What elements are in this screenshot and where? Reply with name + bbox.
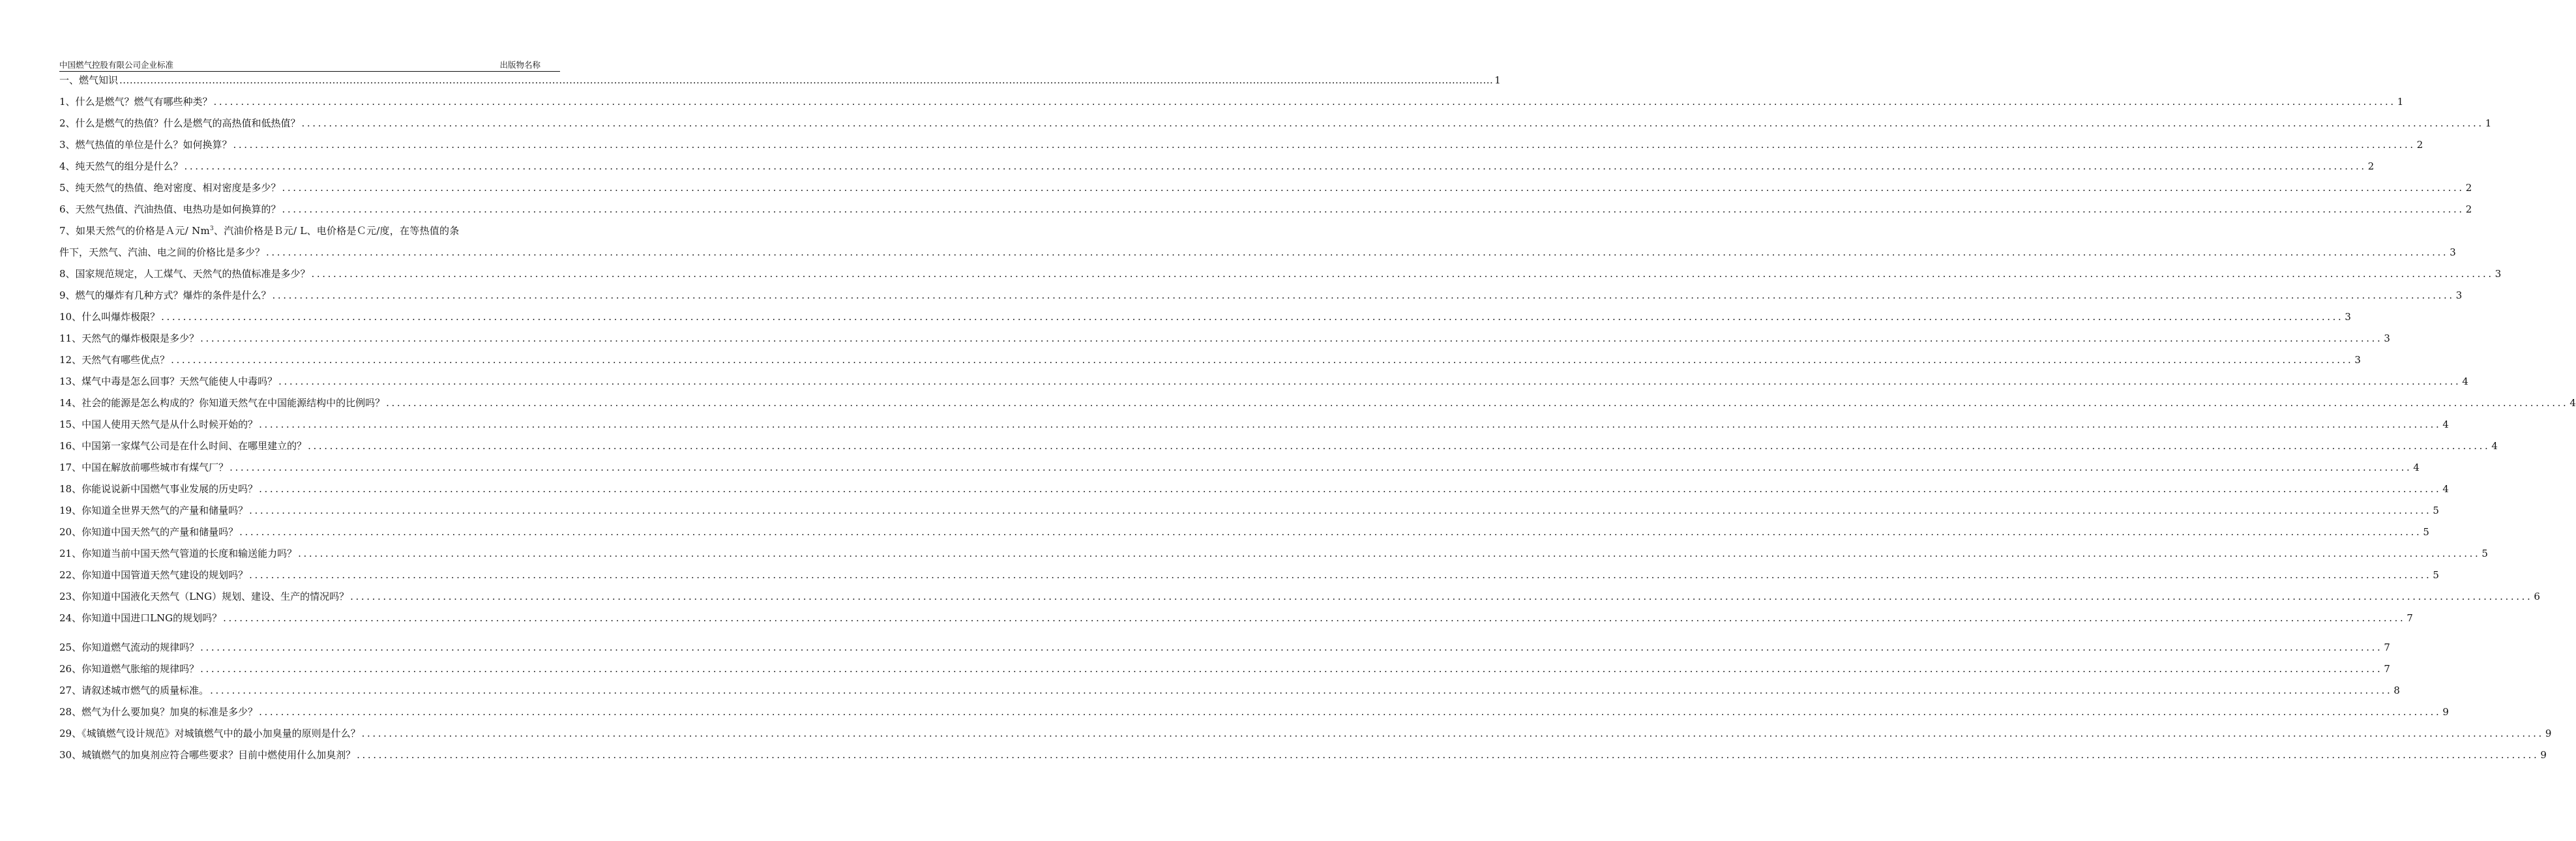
header-company-title: 中国燃气控股有限公司企业标准 xyxy=(59,60,174,70)
toc-label: 13、煤气中毒是怎么回事？天然气能使人中毒吗？ xyxy=(59,376,278,387)
toc-page-number: 5 xyxy=(2423,526,2429,538)
toc-leader-dots: ................................................................................................................................................................................................................................................................................................................................................................................................................ xyxy=(161,311,2344,323)
toc-leader-dots: ................................................................................................................................................................................................................................................................................................................................................................................................................ xyxy=(210,685,2393,696)
toc-entry[interactable] xyxy=(59,439,2498,452)
header-publication-name: 出版物名称 xyxy=(499,60,540,70)
toc-entry[interactable] xyxy=(59,482,2449,495)
toc-page-number: 2 xyxy=(2465,203,2472,215)
toc-entry[interactable] xyxy=(59,641,2390,654)
toc-entry[interactable] xyxy=(59,568,2439,582)
toc-leader-dots: ................................................................................................................................................................................................................................................................................................................................................................................................................ xyxy=(119,74,1494,86)
toc-entry[interactable] xyxy=(59,461,2420,474)
toc-leader-dots: ................................................................................................................................................................................................................................................................................................................................................................................................................ xyxy=(249,505,2432,516)
toc-entry[interactable] xyxy=(59,612,2413,625)
toc-label: 29、《城镇燃气设计规范》对城镇燃气中的最小加臭量的原则是什么？ xyxy=(59,728,361,739)
toc-leader-dots: ................................................................................................................................................................................................................................................................................................................................................................................................................ xyxy=(213,96,2396,108)
toc-page-number: 3 xyxy=(2450,246,2456,258)
toc-label: 8、国家规范规定，人工煤气、天然气的热值标准是多少？ xyxy=(59,268,310,280)
toc-page-number: 8 xyxy=(2393,685,2400,696)
toc-leader-dots: ................................................................................................................................................................................................................................................................................................................................................................................................................ xyxy=(200,642,2383,653)
toc-page-number: 1 xyxy=(2485,117,2492,129)
toc-entry[interactable] xyxy=(59,727,2552,740)
toc-leader-dots: ................................................................................................................................................................................................................................................................................................................................................................................................................ xyxy=(282,182,2465,194)
toc-label-line-2 xyxy=(59,246,2456,259)
toc-page-number: 5 xyxy=(2433,569,2439,581)
toc-label: 21、你知道当前中国天然气管道的长度和输送能力吗？ xyxy=(59,548,297,559)
toc-page-number: 2 xyxy=(2367,160,2375,172)
toc-label: 14、社会的能源是怎么构成的？你知道天然气在中国能源结构中的比例吗？ xyxy=(59,397,385,409)
toc-label: 6、天然气热值、汽油热值、电热功是如何换算的？ xyxy=(59,203,281,215)
toc-entry[interactable] xyxy=(59,396,2576,409)
toc-entry[interactable] xyxy=(59,547,2488,560)
toc-entry[interactable] xyxy=(59,138,2423,151)
toc-label: 12、天然气有哪些优点？ xyxy=(59,354,170,366)
table-of-contents xyxy=(59,74,2576,761)
toc-entry[interactable] xyxy=(59,590,2540,603)
toc-entry[interactable] xyxy=(59,310,2351,323)
toc-entry[interactable] xyxy=(59,117,2492,130)
toc-page-number: 2 xyxy=(2465,182,2472,194)
toc-leader-dots: ................................................................................................................................................................................................................................................................................................................................................................................................................ xyxy=(282,203,2465,215)
toc-page-number: 4 xyxy=(2442,483,2449,495)
toc-label: 件下，天然气、汽油、电之间的价格比是多少？ xyxy=(59,246,265,258)
toc-leader-dots: ................................................................................................................................................................................................................................................................................................................................................................................................................ xyxy=(361,728,2544,739)
toc-entry[interactable] xyxy=(59,267,2502,280)
toc-page-number: 9 xyxy=(2540,749,2547,761)
page-header xyxy=(59,60,560,70)
toc-label: 16、中国第一家煤气公司是在什么时间、在哪里建立的？ xyxy=(59,440,307,452)
toc-page-number: 4 xyxy=(2462,376,2468,387)
toc-label: 2、什么是燃气的热值？什么是燃气的高热值和低热值？ xyxy=(59,117,301,129)
toc-page-number: 1 xyxy=(2397,96,2404,108)
toc-page-number: 9 xyxy=(2545,728,2552,739)
toc-leader-dots: ................................................................................................................................................................................................................................................................................................................................................................................................................ xyxy=(266,246,2449,258)
toc-label: 5、纯天然气的热值、绝对密度、相对密度是多少？ xyxy=(59,182,281,194)
toc-leader-dots: ................................................................................................................................................................................................................................................................................................................................................................................................................ xyxy=(301,117,2484,129)
toc-leader-dots: ................................................................................................................................................................................................................................................................................................................................................................................................................ xyxy=(229,462,2412,473)
toc-label: 3、燃气热值的单位是什么？如何换算？ xyxy=(59,139,232,151)
toc-leader-dots: ................................................................................................................................................................................................................................................................................................................................................................................................................ xyxy=(311,268,2494,280)
toc-label: 28、燃气为什么要加臭？加臭的标准是多少？ xyxy=(59,706,258,718)
toc-leader-dots: ................................................................................................................................................................................................................................................................................................................................................................................................................ xyxy=(272,289,2455,301)
toc-page-number: 9 xyxy=(2442,706,2449,718)
toc-label: 26、你知道燃气胀缩的规律吗？ xyxy=(59,663,200,675)
toc-leader-dots: ................................................................................................................................................................................................................................................................................................................................................................................................................ xyxy=(259,706,2442,718)
toc-entry[interactable] xyxy=(59,332,2390,345)
toc-page-number: 7 xyxy=(2384,663,2390,675)
toc-page-number: 1 xyxy=(1494,74,1501,86)
toc-leader-dots: ................................................................................................................................................................................................................................................................................................................................................................................................................ xyxy=(184,160,2367,172)
toc-label: 15、中国人使用天然气是从什么时候开始的？ xyxy=(59,419,258,430)
toc-entry[interactable] xyxy=(59,181,2472,194)
toc-entry[interactable] xyxy=(59,684,2400,697)
toc-entry[interactable] xyxy=(59,418,2449,431)
toc-leader-dots: ................................................................................................................................................................................................................................................................................................................................................................................................................ xyxy=(259,483,2442,495)
toc-entry[interactable] xyxy=(59,203,2472,216)
toc-label: 30、城镇燃气的加臭剂应符合哪些要求？目前中燃使用什么加臭剂？ xyxy=(59,749,356,761)
toc-entry[interactable] xyxy=(59,748,2547,761)
toc-entry[interactable] xyxy=(59,525,2429,539)
toc-page-number: 4 xyxy=(2413,462,2420,473)
toc-leader-dots: ................................................................................................................................................................................................................................................................................................................................................................................................................ xyxy=(298,548,2481,559)
toc-page-number: 4 xyxy=(2491,440,2498,452)
toc-leader-dots: ................................................................................................................................................................................................................................................................................................................................................................................................................ xyxy=(200,663,2383,675)
toc-page-number: 6 xyxy=(2534,591,2540,602)
toc-leader-dots: ................................................................................................................................................................................................................................................................................................................................................................................................................ xyxy=(249,569,2432,581)
toc-entry[interactable] xyxy=(59,662,2390,675)
toc-entry[interactable] xyxy=(59,504,2439,517)
toc-page-number: 5 xyxy=(2433,505,2439,516)
toc-page-number: 7 xyxy=(2406,612,2413,624)
toc-leader-dots: ................................................................................................................................................................................................................................................................................................................................................................................................................ xyxy=(233,139,2416,151)
toc-entry[interactable] xyxy=(59,705,2449,718)
toc-label: 10、什么叫爆炸极限？ xyxy=(59,311,160,323)
header-divider xyxy=(59,71,560,72)
toc-entry-section-1[interactable] xyxy=(59,74,1501,87)
toc-leader-dots: ................................................................................................................................................................................................................................................................................................................................................................................................................ xyxy=(308,440,2491,452)
toc-leader-dots: ................................................................................................................................................................................................................................................................................................................................................................................................................ xyxy=(386,397,2569,409)
toc-label: 1、什么是燃气？燃气有哪些种类？ xyxy=(59,96,213,108)
toc-page-number: 3 xyxy=(2354,354,2361,366)
toc-leader-dots: ................................................................................................................................................................................................................................................................................................................................................................................................................ xyxy=(239,526,2422,538)
toc-page-number: 4 xyxy=(2442,419,2449,430)
toc-entry[interactable] xyxy=(59,289,2463,302)
toc-entry[interactable] xyxy=(59,353,2361,366)
toc-entry[interactable] xyxy=(59,160,2375,173)
toc-label: 24、你知道中国进口LNG的规划吗？ xyxy=(59,612,222,624)
toc-page-number: 3 xyxy=(2495,268,2502,280)
toc-label: 25、你知道燃气流动的规律吗？ xyxy=(59,642,200,653)
toc-label-line-1: 7、如果天然气的价格是Ａ元/ Nm$^3$、汽油价格是Ｂ元/ L、电价格是Ｃ元/度，在等热值的条 xyxy=(59,225,460,237)
superscript: 3 xyxy=(209,226,214,232)
toc-entry-7[interactable] xyxy=(59,224,2456,259)
toc-page-number: 5 xyxy=(2481,548,2488,559)
toc-page-number: 3 xyxy=(2455,289,2463,301)
toc-leader-dots: ................................................................................................................................................................................................................................................................................................................................................................................................................ xyxy=(171,354,2354,366)
toc-label: 11、天然气的爆炸极限是多少？ xyxy=(59,332,200,344)
toc-leader-dots: ................................................................................................................................................................................................................................................................................................................................................................................................................ xyxy=(259,419,2442,430)
toc-label: 19、你知道全世界天然气的产量和储量吗？ xyxy=(59,505,248,516)
toc-label: 20、你知道中国天然气的产量和储量吗？ xyxy=(59,526,239,538)
toc-page-number: 4 xyxy=(2569,397,2576,409)
toc-label: 27、请叙述城市燃气的质量标准。 xyxy=(59,685,209,696)
toc-leader-dots: ................................................................................................................................................................................................................................................................................................................................................................................................................ xyxy=(200,332,2383,344)
toc-label: 4、纯天然气的组分是什么？ xyxy=(59,160,183,172)
toc-leader-dots: ................................................................................................................................................................................................................................................................................................................................................................................................................ xyxy=(357,749,2539,761)
toc-entry[interactable] xyxy=(59,95,2404,108)
toc-label: 一、燃气知识 xyxy=(59,74,119,86)
toc-page-number: 7 xyxy=(2384,642,2390,653)
toc-entry[interactable] xyxy=(59,375,2468,388)
toc-label: 23、你知道中国液化天然气（LNG）规划、建设、生产的情况吗？ xyxy=(59,591,349,602)
toc-page-number: 3 xyxy=(2384,332,2390,344)
toc-leader-dots: ................................................................................................................................................................................................................................................................................................................................................................................................................ xyxy=(223,612,2406,624)
toc-label: 22、你知道中国管道天然气建设的规划吗？ xyxy=(59,569,248,581)
toc-label: 17、中国在解放前哪些城市有煤气厂？ xyxy=(59,462,229,473)
toc-leader-dots: ................................................................................................................................................................................................................................................................................................................................................................................................................ xyxy=(350,591,2533,602)
toc-page-number: 2 xyxy=(2416,139,2423,151)
toc-label: 18、你能说说新中国燃气事业发展的历史吗？ xyxy=(59,483,258,495)
toc-label: 9、燃气的爆炸有几种方式？爆炸的条件是什么？ xyxy=(59,289,271,301)
toc-leader-dots: ................................................................................................................................................................................................................................................................................................................................................................................................................ xyxy=(278,376,2461,387)
toc-page-number: 3 xyxy=(2345,311,2351,323)
